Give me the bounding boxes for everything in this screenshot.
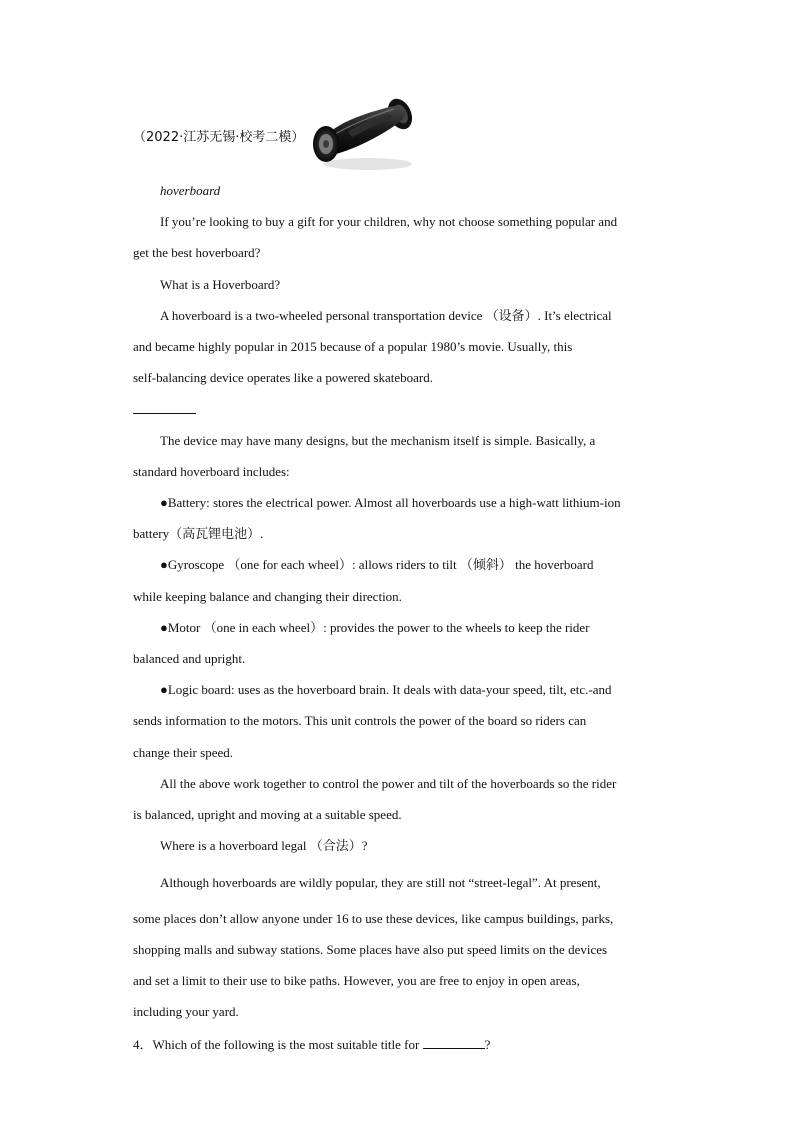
paragraph-line: Although hoverboards are wildly popular, they are still not “street-legal”. At present,	[160, 875, 601, 890]
paragraph-line: self-balancing device operates like a powered skateboard.	[133, 370, 433, 385]
list-item-logic-board-cont: sends information to the motors. This unit controls the power of the board so riders can	[133, 713, 587, 728]
paragraph-line: some places don’t allow anyone under 16 to use these devices, like campus buildings, parks,	[133, 911, 614, 926]
list-item-logic-board: ●Logic board: uses as the hoverboard brain. It deals with data-your speed, tilt, etc.-and	[160, 682, 612, 697]
question-blank	[423, 1036, 485, 1049]
list-item-motor: ●Motor （one in each wheel）: provides the power to the wheels to keep the rider	[160, 620, 590, 635]
paragraph-line: If you’re looking to buy a gift for your children, why not choose something popular and	[160, 214, 618, 229]
paragraph-line: and set a limit to their use to bike paths. However, you are free to enjoy in open areas,	[133, 973, 580, 988]
list-item-gyroscope-cont: while keeping balance and changing their direction.	[133, 589, 402, 604]
hoverboard-photo	[308, 92, 414, 172]
question-number: 4．	[133, 1037, 153, 1052]
section-heading: What is a Hoverboard?	[160, 277, 281, 292]
answer-blank	[133, 413, 196, 414]
paragraph-line: A hoverboard is a two-wheeled personal transportation device （设备）. It’s electrical	[160, 308, 612, 323]
question-end: ?	[484, 1037, 491, 1052]
paragraph-line: shopping malls and subway stations. Some places have also put speed limits on the devices	[133, 942, 608, 957]
paragraph-line: The device may have many designs, but the mechanism itself is simple. Basically, a	[160, 433, 596, 448]
question-text: Which of the following is the most suitable title for	[152, 1037, 423, 1052]
list-item-logic-board-cont: change their speed.	[133, 745, 233, 760]
paragraph-line: standard hoverboard includes:	[133, 464, 290, 479]
paragraph-line: including your yard.	[133, 1004, 239, 1019]
list-item-motor-cont: balanced and upright.	[133, 651, 246, 666]
list-item-battery-cont: battery（高瓦锂电池）.	[133, 526, 264, 541]
list-item-battery: ●Battery: stores the electrical power. Almost all hoverboards use a high-watt lithium-ion	[160, 495, 621, 510]
question-source: （2022·江苏无锡·校考二模）	[133, 130, 305, 145]
paragraph-line: All the above work together to control the power and tilt of the hoverboards so the rider	[160, 776, 617, 791]
passage-title: hoverboard	[160, 183, 221, 198]
paragraph-line: is balanced, upright and moving at a suitable speed.	[133, 807, 402, 822]
paragraph-line: and became highly popular in 2015 because of a popular 1980’s movie. Usually, this	[133, 339, 573, 354]
list-item-gyroscope: ●Gyroscope （one for each wheel）: allows riders to tilt （倾斜） the hoverboard	[160, 557, 594, 572]
paragraph-line: get the best hoverboard?	[133, 245, 261, 260]
section-heading: Where is a hoverboard legal （合法）?	[160, 838, 368, 853]
question-4	[133, 1036, 490, 1053]
